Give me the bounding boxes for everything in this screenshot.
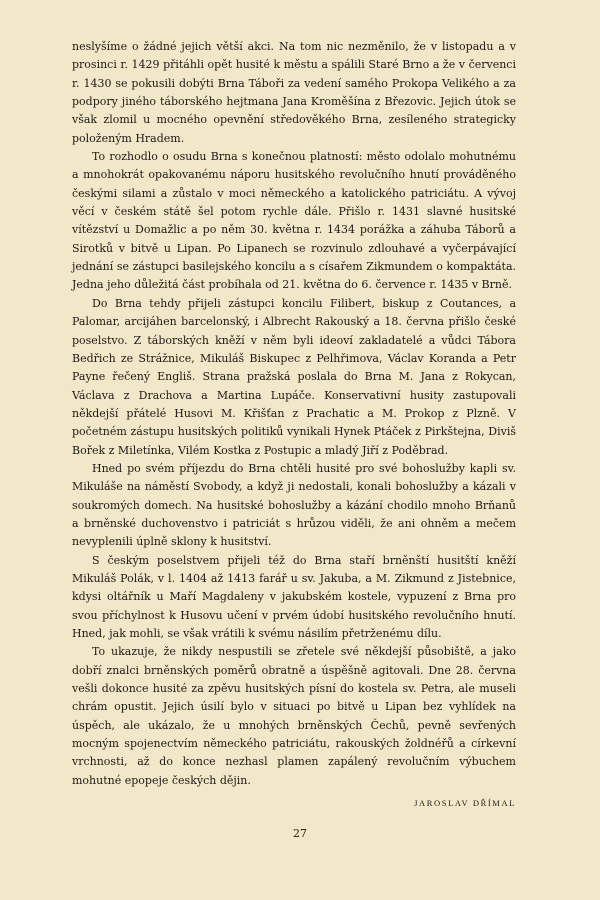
paragraph-3: Do Brna tehdy přijeli zástupci koncilu Filibert, biskup z Coutances, a Palomar, arcijáhen barcelonský, i Albrecht Rakouský a 18. června přišlo české poselstvo. Z táborských kněží v něm byli ideoví zakladatelé a vůdci Tábora Bedřich ze Strážnice, Mikuláš Biskupec z Pelhřimova, Václav Koranda a Petr Payne řečený Engliš. Strana pražská poslala do Brna M. Jana z Rokycan, Václava z Drachova a Martina Lupáče. Konservativní husity zastupovali někdejší přátelé Husovi M. Křišťan z Prachatic a M. Prokop z Plzně. V početném zástupu husitských politiků vynikali Hynek Ptáček z Pirkštejna, Diviš Bořek z Miletínka, Vilém Kostka z Postupic a mladý Jiří z Poděbrad. [72,296,516,457]
paragraph-4: Hned po svém příjezdu do Brna chtěli husité pro své bohoslužby kapli sv. Mikuláše na náměstí Svobody, a když ji nedostali, konali bohoslužby a kázali v soukromých domech. Na husitské bohoslužby a kázání chodilo mnoho Brňanů a brněnské duchovenstvo i patriciát s hrůzou viděli, že ani ohněm a mečem nevyplenili úplně sklony k husitství. [72,461,516,549]
article-body [72,38,516,808]
paragraph-5: S českým poselstvem přijeli též do Brna staří brněnští husitští kněží Mikuláš Polák, v l. 1404 až 1413 farář u sv. Jakuba, a M. Zikmund z Jistebnice, kdysi oltářník u Maří Magdaleny v jakubském kostele, vypuzení z Brna pro svou příchylnost k Husovu učení v prvém údobí husitského revolučního hnutí. Hned, jak mohli, se však vrátili k svému násilím přetrženému dílu. [72,553,516,640]
paragraph-6: To ukazuje, že nikdy nespustili se zřetele své někdejší působiště, a jako dobří znalci brněnských poměrů obratně a úspěšně agitovali. Dne 28. června vešli dokonce husité za zpěvu husitských písní do kostela sv. Petra, ale museli chrám opustit. Jejich úsilí bylo v situaci po bitvě u Lipan bez vyhlídek na úspěch, ale ukázalo, že u mnohých brněnských Čechů, pevně sevřených mocným spojenectvím německého patriciátu, rakouských žoldnéřů a církevní vrchnosti, až do konce nezhasl plamen zapálený revolučním výbuchem mohutné epopeje českých dějin. [72,645,516,787]
paragraph-1: neslyšíme o žádné jejich větší akci. Na tom nic nezměnilo, že v listopadu a v prosinci r. 1429 přitáhli opět husité k městu a spálili Staré Brno a že v červenci r. 1430 se pokusili dobýti Brna Táboři za vedení samého Prokopa Velikého a za podpory jiného táborského hejtmana Jana Kroměšína z Březovic. Jejich útok se však zlomil u mocného opevnění středověkého Brna, zesíleného strategicky položeným Hradem. [72,40,516,145]
paragraph-2: To rozhodlo o osudu Brna s konečnou platností: město odolalo mohutnému a mnohokrát opakovanému náporu husitského revolučního hnutí prováděného českými silami a zůstalo v moci německého a katolického patriciátu. A vývoj věcí v českém státě šel potom rychle dále. Přišlo r. 1431 slavné husitské vítězství u Domažlic a po něm 30. května r. 1434 porážka a záhuba Táborů a Sirotků v bitvě u Lipan. Po Lipanech se rozvinulo zdlouhavé a vyčerpávající jednání se zástupci basilejského koncilu a s císařem Zikmundem o kompaktáta. Jedna jeho důležitá část probíhala od 21. května do 6. července r. 1435 v Brně. [72,150,516,292]
author-signature: JAROSLAV DŘÍMAL [414,798,516,809]
page-number: 27 [293,827,307,840]
